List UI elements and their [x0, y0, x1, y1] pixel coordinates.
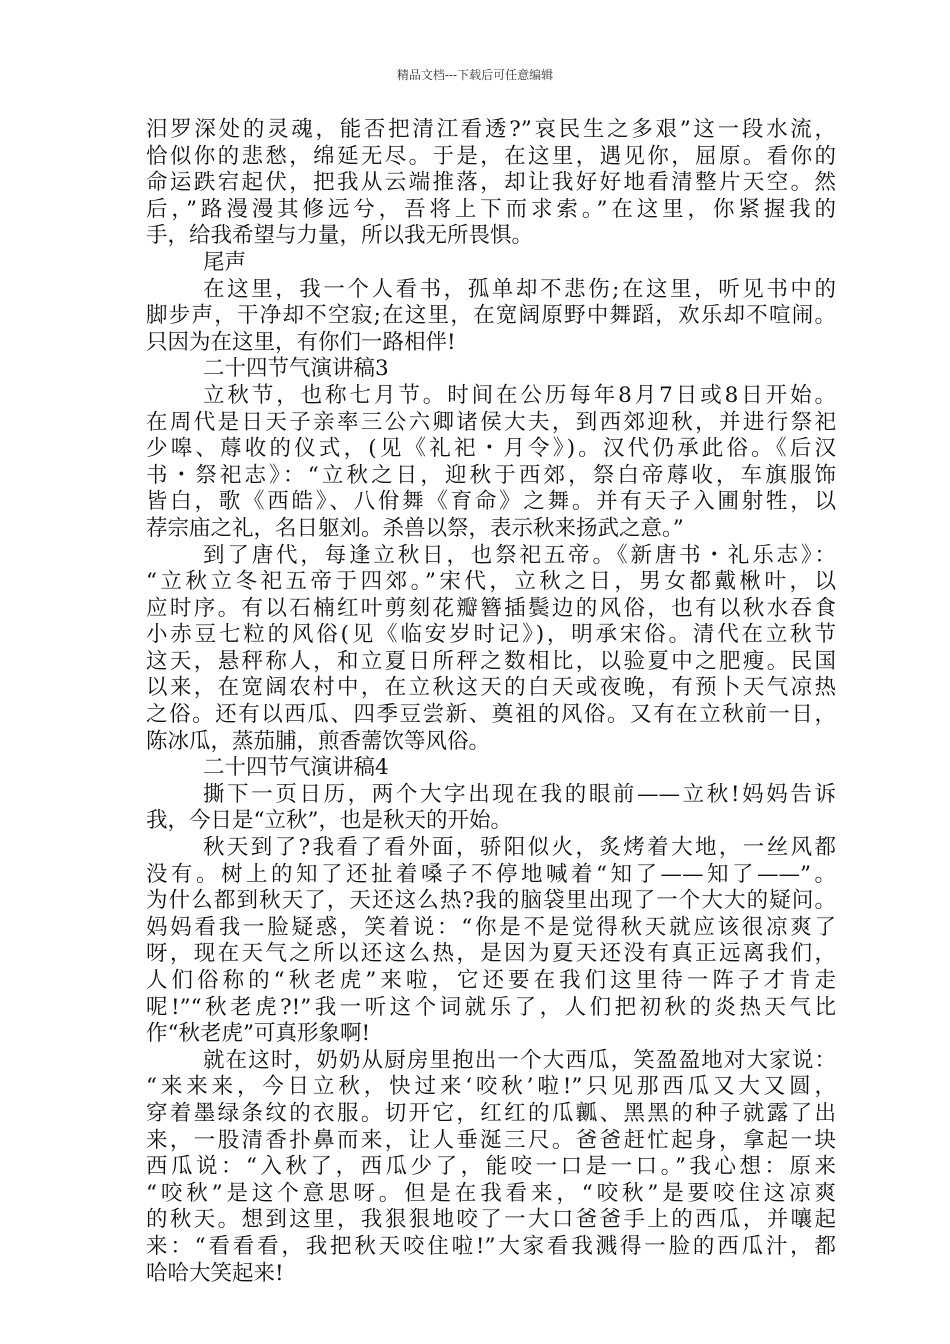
text-line: 小赤豆七粒的风俗(见《临安岁时记》)，明承宋俗。清代在立秋节	[146, 622, 836, 648]
page-header: 精品文档---下载后可任意编辑	[396, 68, 554, 82]
text-line: 荐宗庙之礼，名日躯刘。杀兽以祭，表示秋来扬武之意。”	[146, 515, 684, 541]
text-line: 人们俗称的“秋老虎”来啦，它还要在我们这里待一阵子才肯走	[146, 968, 836, 993]
text-line: 我，今日是“立秋”，也是秋天的开始。	[146, 808, 512, 834]
text-line: 西瓜说：“入秋了，西瓜少了，能咬一口是一口。”我心想：原来	[146, 1154, 836, 1180]
text-line: 少嗥、蓐收的仪式，(见《礼祀・月令》)。汉代仍承此俗。《后汉	[146, 436, 836, 462]
text-line: 呀，现在天气之所以还这么热，是因为夏天还没有真正远离我们，	[146, 941, 836, 967]
text-line: 秋天到了?我看了看外面，骄阳似火，炙烤着大地，一丝风都	[203, 835, 836, 861]
text-line: 皆白，歌《西皓》、八佾舞《育命》之舞。并有天子入圃射牲，以	[146, 489, 836, 515]
text-line: 就在这时，奶奶从厨房里抱出一个大西瓜，笑盈盈地对大家说：	[203, 1047, 836, 1073]
text-line: 作“秋老虎”可真形象啊!	[146, 1021, 371, 1047]
text-line: 为什么都到秋天了，天还这么热?我的脑袋里出现了一个大大的疑问。	[146, 888, 836, 914]
text-line: 来：“看看看，我把秋天咬住啦!”大家看我溅得一脸的西瓜汁，都	[146, 1233, 836, 1259]
text-line: 没有。树上的知了还扯着嗓子不停地喊着“知了——知了——”。	[146, 861, 836, 887]
text-line: 以来，在宽阔农村中，在立秋这天的白天或夜晚，有预卜天气凉热	[146, 675, 836, 701]
text-line: 二十四节气演讲稿3	[203, 356, 389, 382]
text-line: 后，”路漫漫其修远兮，吾将上下而求索。”在这里，你紧握我的	[146, 196, 836, 222]
text-line: 的秋天。想到这里，我狠狠地咬了一大口爸爸手上的西瓜，并嚷起	[146, 1207, 836, 1233]
text-line: 脚步声，干净却不空寂;在这里，在宽阔原野中舞蹈，欢乐却不喧闹。	[146, 303, 836, 329]
text-line: 只因为在这里，有你们一路相伴!	[146, 329, 456, 355]
text-line: 呢!”“秋老虎?!”我一听这个词就乐了，人们把初秋的炎热天气比	[146, 994, 836, 1020]
text-line: “立秋立冬祀五帝于四郊。”宋代，立秋之日，男女都戴楸叶，以	[146, 569, 836, 595]
text-line: 之俗。还有以西瓜、四季豆尝新、奠祖的风俗。又有在立秋前一日，	[146, 702, 836, 728]
text-line: 二十四节气演讲稿4	[203, 755, 389, 781]
text-line: 来，一股清香扑鼻而来，让人垂涎三尺。爸爸赶忙起身，拿起一块	[146, 1127, 836, 1153]
text-line: 手，给我希望与力量，所以我无所畏惧。	[146, 223, 534, 249]
text-line: 妈妈看我一脸疑惑，笑着说：“你是不是觉得秋天就应该很凉爽了	[146, 914, 836, 940]
text-line: 陈冰瓜，蒸茄脯，煎香薷饮等风俗。	[146, 728, 491, 754]
text-line: 在周代是日天子亲率三公六卿诸侯大夫，到西郊迎秋，并进行祭祀	[146, 409, 836, 435]
text-line: 汨罗深处的灵魂，能否把清江看透?”哀民生之多艰”这一段水流，	[146, 117, 836, 142]
text-line: “来来来，今日立秋，快过来‘咬秋’啦!”只见那西瓜又大又圆，	[146, 1074, 836, 1100]
text-line: 哈哈大笑起来!	[146, 1260, 284, 1286]
text-line: 这天，悬秤称人，和立夏日所秤之数相比，以验夏中之肥瘦。民国	[146, 648, 836, 674]
text-line: 恰似你的悲愁，绵延无尽。于是，在这里，遇见你，屈原。看你的	[146, 143, 836, 169]
text-line: 到了唐代，每逢立秋日，也祭祀五帝。《新唐书・礼乐志》：	[203, 542, 836, 568]
text-line: 立秋节，也称七月节。时间在公历每年8月7日或8日开始。	[203, 382, 836, 408]
text-line: 书・祭祀志》：“立秋之日，迎秋于西郊，祭白帝蓐收，车旗服饰	[146, 462, 836, 488]
text-line: 应时序。有以石楠红叶剪刻花瓣簪插鬓边的风俗，也有以秋水吞食	[146, 595, 836, 621]
text-line: 撕下一页日历，两个大字出现在我的眼前——立秋!妈妈告诉	[203, 781, 836, 807]
text-line: 尾声	[203, 249, 247, 275]
text-line: 在这里，我一个人看书，孤单却不悲伤;在这里，听见书中的	[203, 276, 836, 302]
text-line: “咬秋”是这个意思呀。但是在我看来，“咬秋”是要咬住这凉爽	[146, 1180, 836, 1206]
text-line: 命运跌宕起伏，把我从云端推落，却让我好好地看清整片天空。然	[146, 170, 836, 196]
text-line: 穿着墨绿条纹的衣服。切开它，红红的瓜瓤、黑黑的种子就露了出	[146, 1100, 836, 1126]
document-body	[146, 117, 836, 1287]
